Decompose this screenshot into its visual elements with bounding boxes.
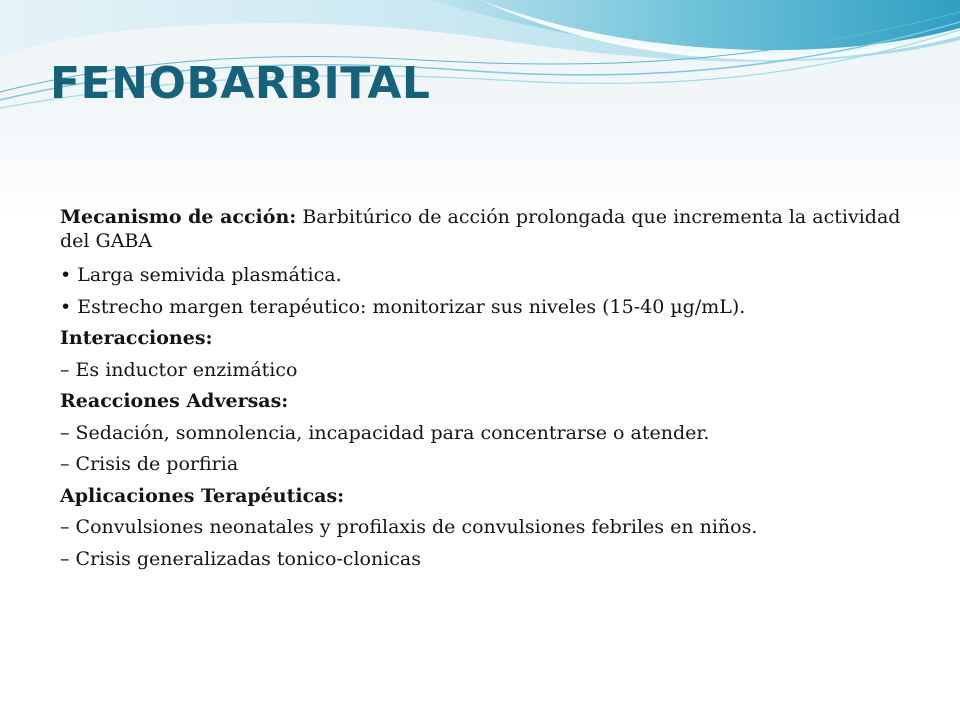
- section-heading: Reacciones Adversas:: [60, 390, 289, 412]
- slide-title: FENOBARBITAL: [50, 58, 431, 109]
- content-line: – Sedación, somnolencia, incapacidad para concentrarse o atender.: [60, 421, 710, 444]
- mechanism-label: Mecanismo de acción:: [60, 206, 297, 228]
- content-line: • Estrecho margen terapéutico: monitorizar sus niveles (15-40 µg/mL).: [60, 295, 746, 318]
- content-lines: [60, 260, 920, 575]
- section-heading: Interacciones:: [60, 327, 213, 349]
- content-line: – Es inductor enzimático: [60, 358, 298, 381]
- slide-content: [60, 205, 920, 575]
- mechanism-paragraph: [60, 205, 920, 253]
- mechanism-text: Barbitúrico de acción prolongada que incrementa la actividad del GABA: [60, 206, 901, 252]
- section-heading: Aplicaciones Terapéuticas:: [60, 484, 345, 507]
- content-line: – Crisis de porfiria: [60, 453, 239, 475]
- content-line: – Crisis generalizadas tonico-clonicas: [60, 547, 421, 570]
- content-line: • Larga semivida plasmática.: [60, 264, 342, 286]
- content-line: – Convulsiones neonatales y profilaxis de convulsiones febriles en niños.: [60, 516, 758, 538]
